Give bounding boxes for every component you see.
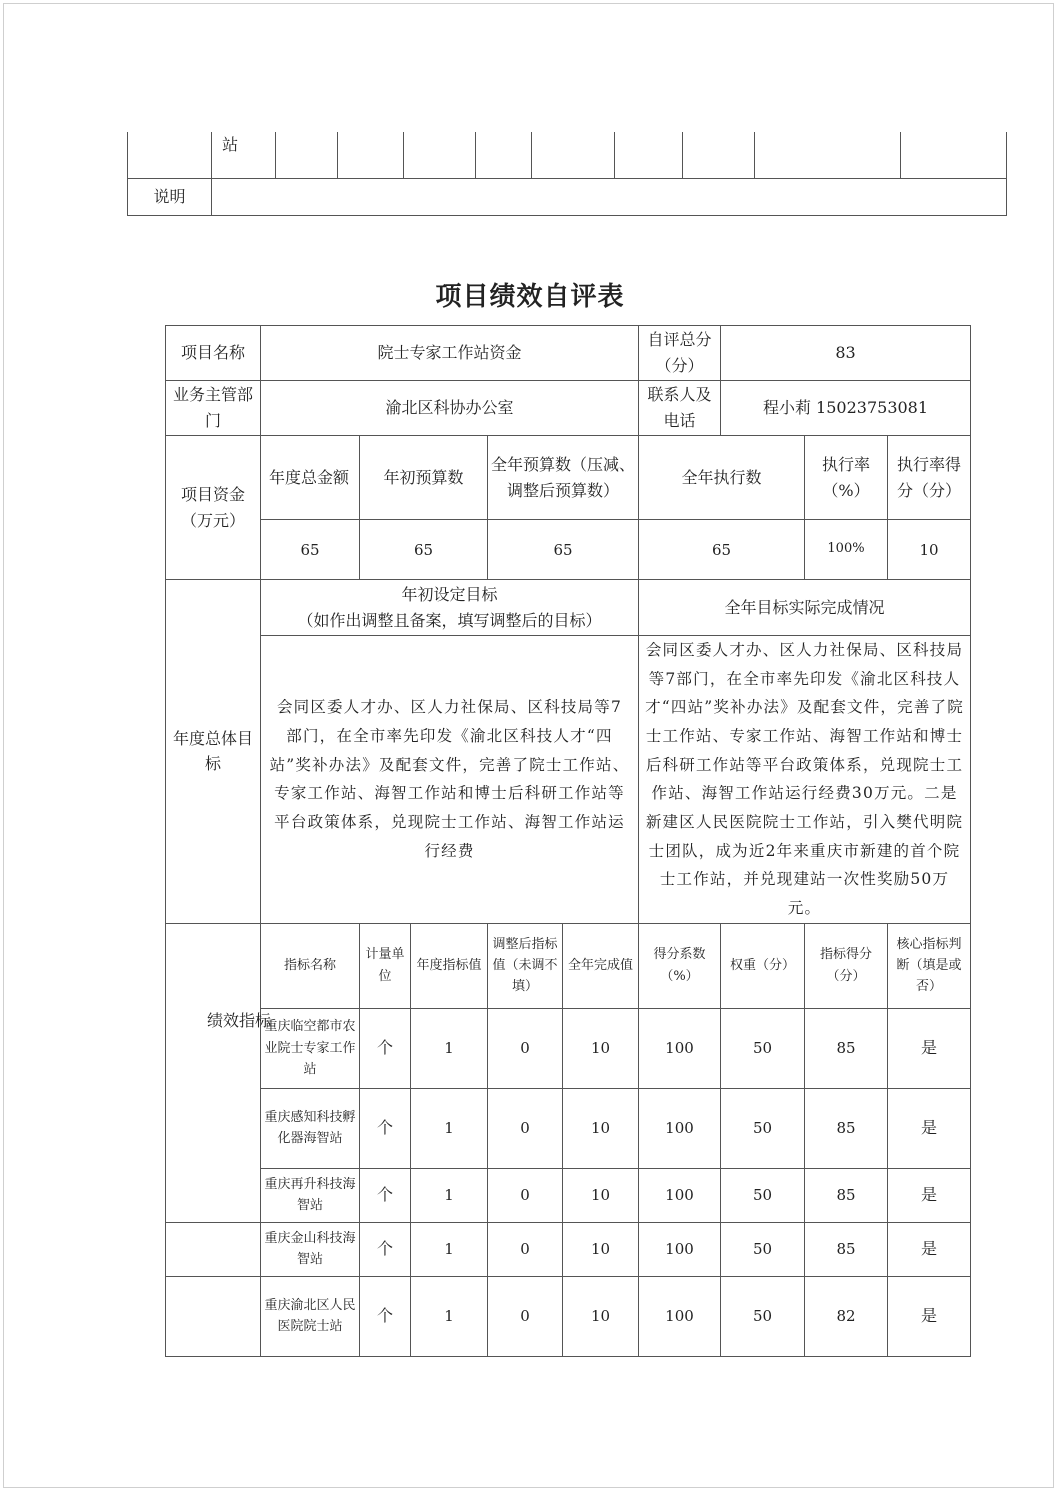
- indicator-adjusted: 0: [488, 1008, 563, 1088]
- indicator-unit: 个: [360, 1088, 411, 1168]
- goals-actual-text: 会同区委人才办、区人力社保局、区科技局等7部门，在全市率先印发《渝北区科技人才“四站”奖补办法》及配套文件，完善了院士工作站、专家工作站、海智工作站和博士后科研工作站等平台政策体系，兑现院士工作站、海智工作站运行经费30万元。二是新建区人民医院院士工作站，引入樊代明院士团队，成为近2年来重庆市新建的首个院士工作站，并兑现建站一次性奖励50万元。: [639, 636, 971, 924]
- table-row: [166, 1088, 971, 1168]
- goals-initial-header-line2: （如作出调整且备案，填写调整后的目标）: [297, 610, 602, 630]
- indicator-adjusted: 0: [488, 1168, 563, 1222]
- indicator-name: 重庆再升科技海智站: [261, 1168, 360, 1222]
- indicator-coef: 100: [639, 1276, 721, 1356]
- goals-label: 年度总体目标: [166, 580, 261, 924]
- goals-initial-text: 会同区委人才办、区人力社保局、区科技局等7部门，在全市率先印发《渝北区科技人才“四站”奖补办法》及配套文件，完善了院士工作站、专家工作站、海智工作站和博士后科研工作站等平台政策体系，兑现院士工作站、海智工作站运行经费: [261, 636, 639, 924]
- contact-label: 联系人及电话: [639, 381, 721, 436]
- indicator-actual: 10: [563, 1008, 639, 1088]
- indicator-weight: 50: [721, 1222, 805, 1276]
- indicator-target: 1: [411, 1276, 488, 1356]
- funds-header-initial-budget: 年初预算数: [360, 436, 488, 520]
- indicator-score: 85: [805, 1008, 888, 1088]
- perf-header-score: 指标得分（分）: [805, 923, 888, 1008]
- evaluation-table: [165, 325, 971, 1357]
- indicator-weight: 50: [721, 1276, 805, 1356]
- indicator-score: 82: [805, 1276, 888, 1356]
- indicator-weight: 50: [721, 1008, 805, 1088]
- funds-header-execution-rate: 执行率（%）: [805, 436, 888, 520]
- previous-row-tail-cell: 站: [212, 132, 276, 178]
- perf-header-actual: 全年完成值: [563, 923, 639, 1008]
- department-row: [166, 381, 971, 436]
- previous-table-row: [128, 132, 1007, 178]
- previous-table-fragment: [127, 132, 1007, 216]
- funds-header-annual-total: 年度总金额: [261, 436, 360, 520]
- indicator-coef: 100: [639, 1008, 721, 1088]
- indicator-target: 1: [411, 1008, 488, 1088]
- self-score-value: 83: [721, 326, 971, 381]
- indicator-core: 是: [888, 1168, 971, 1222]
- indicator-coef: 100: [639, 1168, 721, 1222]
- project-name-row: [166, 326, 971, 381]
- department-value: 渝北区科协办公室: [261, 381, 639, 436]
- funds-header-rate-score: 执行率得分（分）: [888, 436, 971, 520]
- note-value: [212, 178, 1007, 215]
- goals-actual-header: 全年目标实际完成情况: [639, 580, 971, 636]
- self-score-label: 自评总分（分）: [639, 326, 721, 381]
- indicator-coef: 100: [639, 1222, 721, 1276]
- indicator-adjusted: 0: [488, 1088, 563, 1168]
- funds-label: 项目资金（万元）: [166, 436, 261, 580]
- table-row: [166, 1008, 971, 1088]
- indicator-score: 85: [805, 1168, 888, 1222]
- indicator-core: 是: [888, 1088, 971, 1168]
- indicator-unit: 个: [360, 1222, 411, 1276]
- funds-rate-score: 10: [888, 520, 971, 580]
- indicator-name: 重庆渝北区人民医院院士站: [261, 1276, 360, 1356]
- indicator-name: 重庆金山科技海智站: [261, 1222, 360, 1276]
- funds-annual-total: 65: [261, 520, 360, 580]
- table-row: [166, 1222, 971, 1276]
- indicator-score: 85: [805, 1088, 888, 1168]
- goals-initial-header-line1: 年初设定目标: [401, 584, 498, 604]
- indicator-actual: 10: [563, 1088, 639, 1168]
- indicator-core: 是: [888, 1276, 971, 1356]
- indicator-adjusted: 0: [488, 1222, 563, 1276]
- goals-initial-header: [261, 580, 639, 636]
- indicator-score: 85: [805, 1222, 888, 1276]
- funds-execution-rate: 100%: [805, 520, 888, 580]
- table-row: [166, 1168, 971, 1222]
- table-row: [166, 1276, 971, 1356]
- indicator-actual: 10: [563, 1168, 639, 1222]
- funds-header-executed: 全年执行数: [639, 436, 805, 520]
- indicator-weight: 50: [721, 1088, 805, 1168]
- indicator-adjusted: 0: [488, 1276, 563, 1356]
- project-name-value: 院士专家工作站资金: [261, 326, 639, 381]
- perf-header-core: 核心指标判断（填是或否）: [888, 923, 971, 1008]
- indicator-unit: 个: [360, 1168, 411, 1222]
- funds-full-year-budget: 65: [488, 520, 639, 580]
- perf-header-unit: 计量单位: [360, 923, 411, 1008]
- indicator-actual: 10: [563, 1222, 639, 1276]
- note-row: [128, 178, 1007, 215]
- note-label: 说明: [128, 178, 212, 215]
- indicator-target: 1: [411, 1222, 488, 1276]
- project-name-label: 项目名称: [166, 326, 261, 381]
- contact-value: 程小莉 15023753081: [721, 381, 971, 436]
- perf-header-adjusted: 调整后指标值（未调不填）: [488, 923, 563, 1008]
- perf-header-target: 年度指标值: [411, 923, 488, 1008]
- indicator-target: 1: [411, 1168, 488, 1222]
- indicator-coef: 100: [639, 1088, 721, 1168]
- indicator-unit: 个: [360, 1008, 411, 1088]
- funds-header-full-year-budget: 全年预算数（压减、调整后预算数）: [488, 436, 639, 520]
- perf-header-weight: 权重（分）: [721, 923, 805, 1008]
- performance-header-row: [166, 923, 971, 1008]
- funds-executed: 65: [639, 520, 805, 580]
- indicator-name: 重庆临空都市农业院士专家工作站: [261, 1008, 360, 1088]
- indicator-actual: 10: [563, 1276, 639, 1356]
- goals-content-row: [166, 636, 971, 924]
- goals-header-row: [166, 580, 971, 636]
- perf-header-coef: 得分系数（%）: [639, 923, 721, 1008]
- indicator-core: 是: [888, 1222, 971, 1276]
- department-label: 业务主管部门: [166, 381, 261, 436]
- indicator-weight: 50: [721, 1168, 805, 1222]
- indicator-target: 1: [411, 1088, 488, 1168]
- perf-header-name: 指标名称: [261, 923, 360, 1008]
- indicator-core: 是: [888, 1008, 971, 1088]
- performance-label: 绩效指标: [207, 1011, 272, 1030]
- indicator-unit: 个: [360, 1276, 411, 1356]
- funds-values-row: [166, 520, 971, 580]
- funds-initial-budget: 65: [360, 520, 488, 580]
- indicator-name: 重庆感知科技孵化器海智站: [261, 1088, 360, 1168]
- funds-header-row: [166, 436, 971, 520]
- page-title: 项目绩效自评表: [435, 282, 625, 312]
